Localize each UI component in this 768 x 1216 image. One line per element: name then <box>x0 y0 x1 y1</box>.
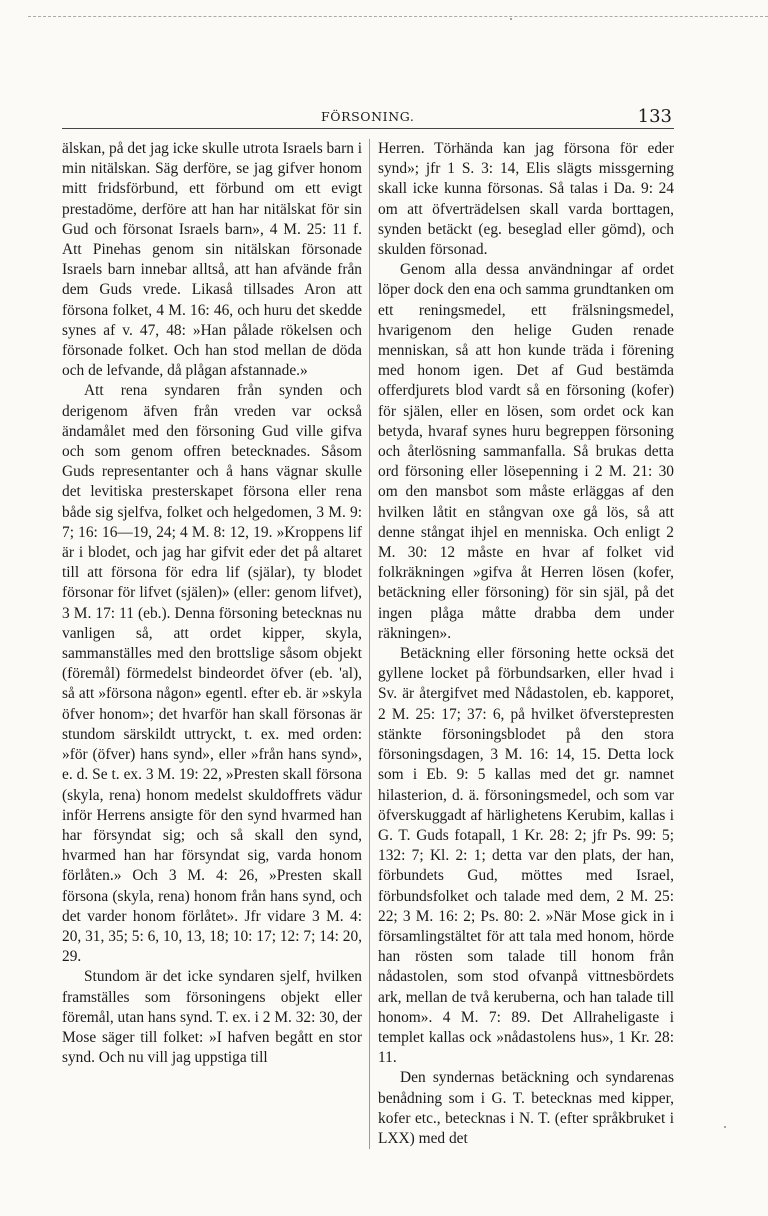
right-column <box>378 139 674 1149</box>
paragraph: Betäckning eller försoning hette ocksä det gyllene locket på förbundsarken, eller hvad i Sv. är återgifvet med Nådastolen, eb. kapporet, 2 M. 25: 17; 37: 6, på hvilket öfverstepresten stänkte försoningsblodet på den stora försoningsdagen, 3 M. 16: 14, 15. Detta lock som i Eb. 9: 5 kallas med det gr. namnet hilasterion, d. ä. försoningsmedel, och som var öfverskuggadt af härlighetens Kerubim, kallas i G. T. Guds fotapall, 1 Kr. 28: 2; jfr Ps. 99: 5; 132: 7; Kl. 2: 1; detta var den plats, der han, förbundets Gud, möttes med Israel, förbundsfolket och talade med dem, 2 M. 25: 22; 3 M. 16: 2; Ps. 80: 2. »När Mose gick in i församlingstältet för att tala med honom, hörde han rösten som talade till honom från nådastolen, som stod ofvanpå vittnesbördets ark, mellan de två keruberna, och han talade till honom». 4 M. 7: 89. Det Allraheligaste i templet kallas ock »nådastolens hus», 1 Kr. 28: 11. <box>378 645 674 1067</box>
paragraph: älskan, på det jag icke skulle utrota Israels barn i min nitälskan. Säg derföre, se jag gifver honom mitt fridsförbund, ett förbund om ett evigt prestadöme, derföre att han har nitälskat för sin Gud och försonat Israels barn», 4 M. 25: 11 f. Att Pinehas genom sin nitälskan försonade Israels barn innebar alltså, att han afvände från dem Guds vrede. Likaså tillsades Aron att försona folket, 4 M. 16: 46, och huru det skedde synes af v. 47, 48: »Han pålade rökelsen och försonade folket. Och han stod mellan de döda och de lefvande, då plågan afstannade.» <box>62 140 363 380</box>
header-rule <box>62 128 674 129</box>
page-header <box>56 106 676 130</box>
paragraph: Genom alla dessa användningar af ordet löper dock den ena och samma grundtanken om ett reningsmedel, ett frälsningsmedel, hvarigenom den helige Guden renade menniskan, så att hon kunde träda i förening med honom igen. Det af Gud bestämda offerdjurets blod vardt så en försoning (kofer) för själen, eller en lösen, som ordet ock kan betyda, hvaraf synes huru begreppen försoning och återlösning sammanfalla. Så brukas detta ord försoning eller lösepenning i 2 M. 21: 30 om den mansbot som måste erläggas af den hvilken låtit en stångvan oxe gå lös, så att denne stångat ihjel en menniska. Och enligt 2 M. 30: 12 måste en hvar af folket vid folkräkningen »gifva åt Herren lösen (kofer, betäckning eller försoning) för sin själ, på det ingen plåga måtte drabba dem under räkningen». <box>378 261 674 642</box>
paragraph: Den syndernas betäckning och syndarenas benådning som i G. T. betecknas med kipper, kofer etc., betecknas i N. T. (efter språkbruket i LXX) med det <box>378 1069 674 1147</box>
print-speck <box>724 1126 726 1128</box>
running-title: FÖRSONING. <box>321 109 415 124</box>
print-speck <box>510 18 512 20</box>
top-edge-rule <box>28 16 768 17</box>
paragraph: Stundom är det icke syndaren sjelf, hvilken framställes som försoningens objekt eller föremål, utan hans synd. T. ex. i 2 M. 32: 30, der Mose säger till folket: »I hafven begått en stor synd. Och nu vill jag uppstiga till <box>62 968 362 1067</box>
left-column <box>62 139 362 1068</box>
paragraph: Herren. Törhända kan jag försona för eder synd»; jfr 1 S. 3: 14, Elis slägts missgerning skall icke kunna försonas. Så talas i Da. 9: 24 om att öfverträdelsen skall varda borttagen, synden betäckt (eg. beseglad eller gömd), och skulden försonad. <box>378 140 674 259</box>
column-separator <box>369 139 370 1149</box>
page-number: 133 <box>637 106 672 127</box>
paragraph: Att rena syndaren från synden och derigenom äfven från vreden var också ändamålet med den försoning Gud ville gifva och som genom offren betecknades. Såsom Guds representanter och å hans vägnar skulle det levitiska presterskapet försona eller rena både sig sjelfva, folket och helgedomen, 3 M. 9: 7; 16: 16—19, 24; 4 M. 8: 12, 19. »Kroppens lif är i blodet, och jag har gifvit eder det på altaret till att försona för edra lif (själar), ty blodet försonar för lifvet (själen)» (eller: genom lifvet), 3 M. 17: 11 (eb.). Denna försoning betecknas nu vanligen så, att ordet kipper, skyla, sammanställes med den brottslige såsom objekt (föremål) förmedelst bindeordet öfver (eb. 'al), så att »försona någon» egentl. efter eb. är »skyla öfver honom»; det hvarför han skall försonas är stundom särskildt uttryckt, t. ex. med orden: »för (öfver) hans synd», eller »från hans synd», e. d. Se t. ex. 3 M. 19: 22, »Presten skall försona (skyla, rena) honom medelst skuldoffrets vädur inför Herrens ansigte för den synd hvarmed han har försyndat sig; och så skall den synd, hvarmed han har försyndat sig, varda honom förlåten.» Och 3 M. 4: 26, »Presten skall försona (skyla, rena) honom från hans synd, och det varder honom förlåtet». Jfr vidare 3 M. 4: 20, 31, 35; 5: 6, 10, 13, 18; 10: 17; 12: 7; 14: 20, 29. <box>62 382 362 966</box>
